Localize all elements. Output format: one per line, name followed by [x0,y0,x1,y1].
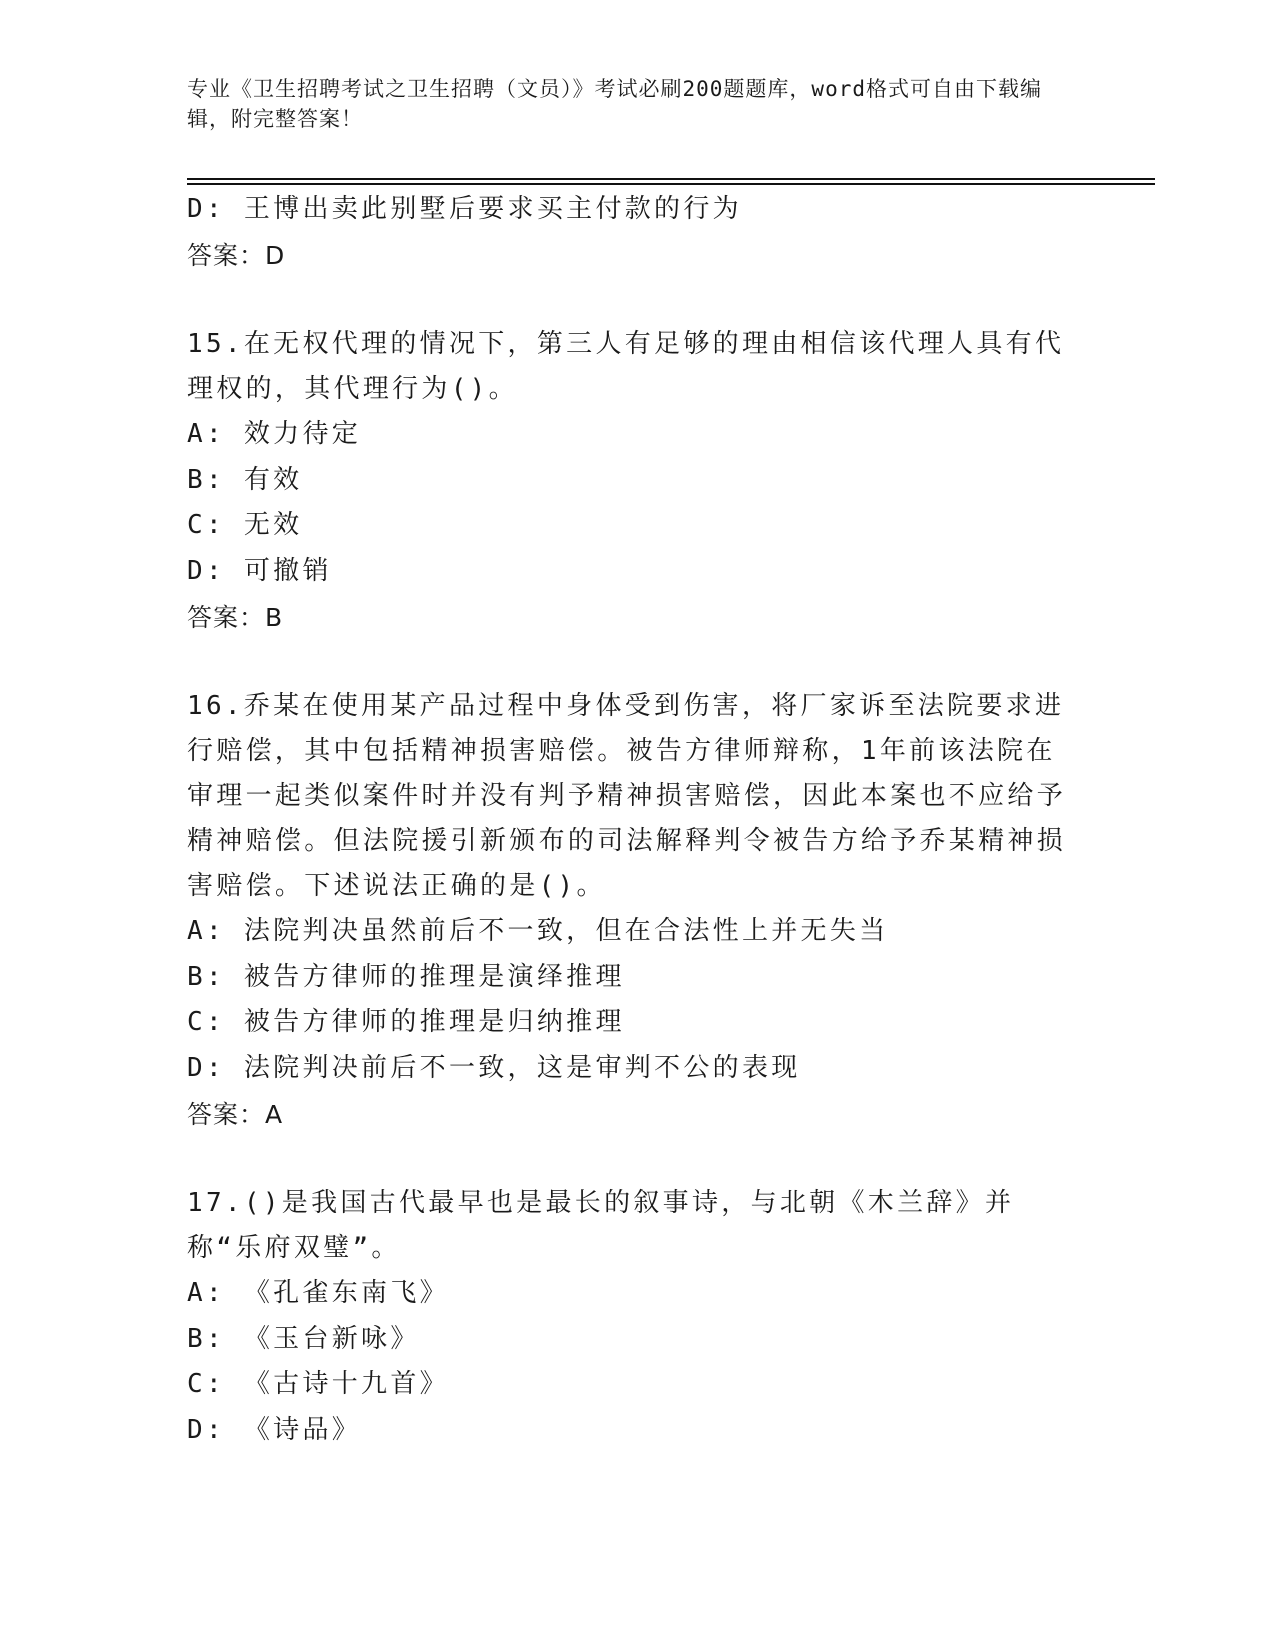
question-stem: 16.乔某在使用某产品过程中身体受到伤害，将厂家诉至法院要求进行赔偿，其中包括精神损害赔偿。被告方律师辩称，1年前该法院在审理一起类似案件时并没有判予精神损害赔偿，因此本案也不应给予精神赔偿。但法院援引新颁布的司法解释判令被告方给予乔某精神损害赔偿。下述说法正确的是()。 [187,691,1067,902]
answer: 答案：B [187,602,284,632]
header-divider-top [187,178,1155,180]
option-d: D: 王博出卖此别墅后要求买主付款的行为 [187,194,742,224]
header-divider-bottom [187,183,1155,185]
document-header: 专业《卫生招聘考试之卫生招聘（文员）》考试必刷200题题库，word格式可自由下载编辑，附完整答案！ [187,77,1042,131]
option-b: B: 被告方律师的推理是演绎推理 [187,961,625,992]
answer: 答案：A [187,1099,284,1129]
option-d: D: 可撤销 [187,555,332,586]
option-c: C: 无效 [187,510,303,541]
option-d: D: 法院判决前后不一致，这是审判不公的表现 [187,1052,801,1083]
option-c: C: 被告方律师的推理是归纳推理 [187,1007,625,1038]
option-b: B: 有效 [187,464,303,495]
option-c: C: 《古诗十九首》 [187,1369,449,1400]
question-16 [187,684,1087,1137]
option-a: A: 法院判决虽然前后不一致，但在合法性上并无失当 [187,916,889,947]
question-stem: 15.在无权代理的情况下，第三人有足够的理由相信该代理人具有代理权的，其代理行为()。 [187,329,1065,405]
question-list [187,187,1087,1454]
question-stem: 17.()是我国古代最早也是最长的叙事诗，与北朝《木兰辞》并称“乐府双璧”。 [187,1188,1015,1264]
option-a: A: 《孔雀东南飞》 [187,1278,449,1309]
question-17 [187,1181,1087,1453]
option-b: B: 《玉台新咏》 [187,1323,420,1354]
answer: 答案：D [187,240,286,270]
option-d: D: 《诗品》 [187,1414,362,1445]
question-15 [187,322,1087,640]
option-a: A: 效力待定 [187,419,362,450]
